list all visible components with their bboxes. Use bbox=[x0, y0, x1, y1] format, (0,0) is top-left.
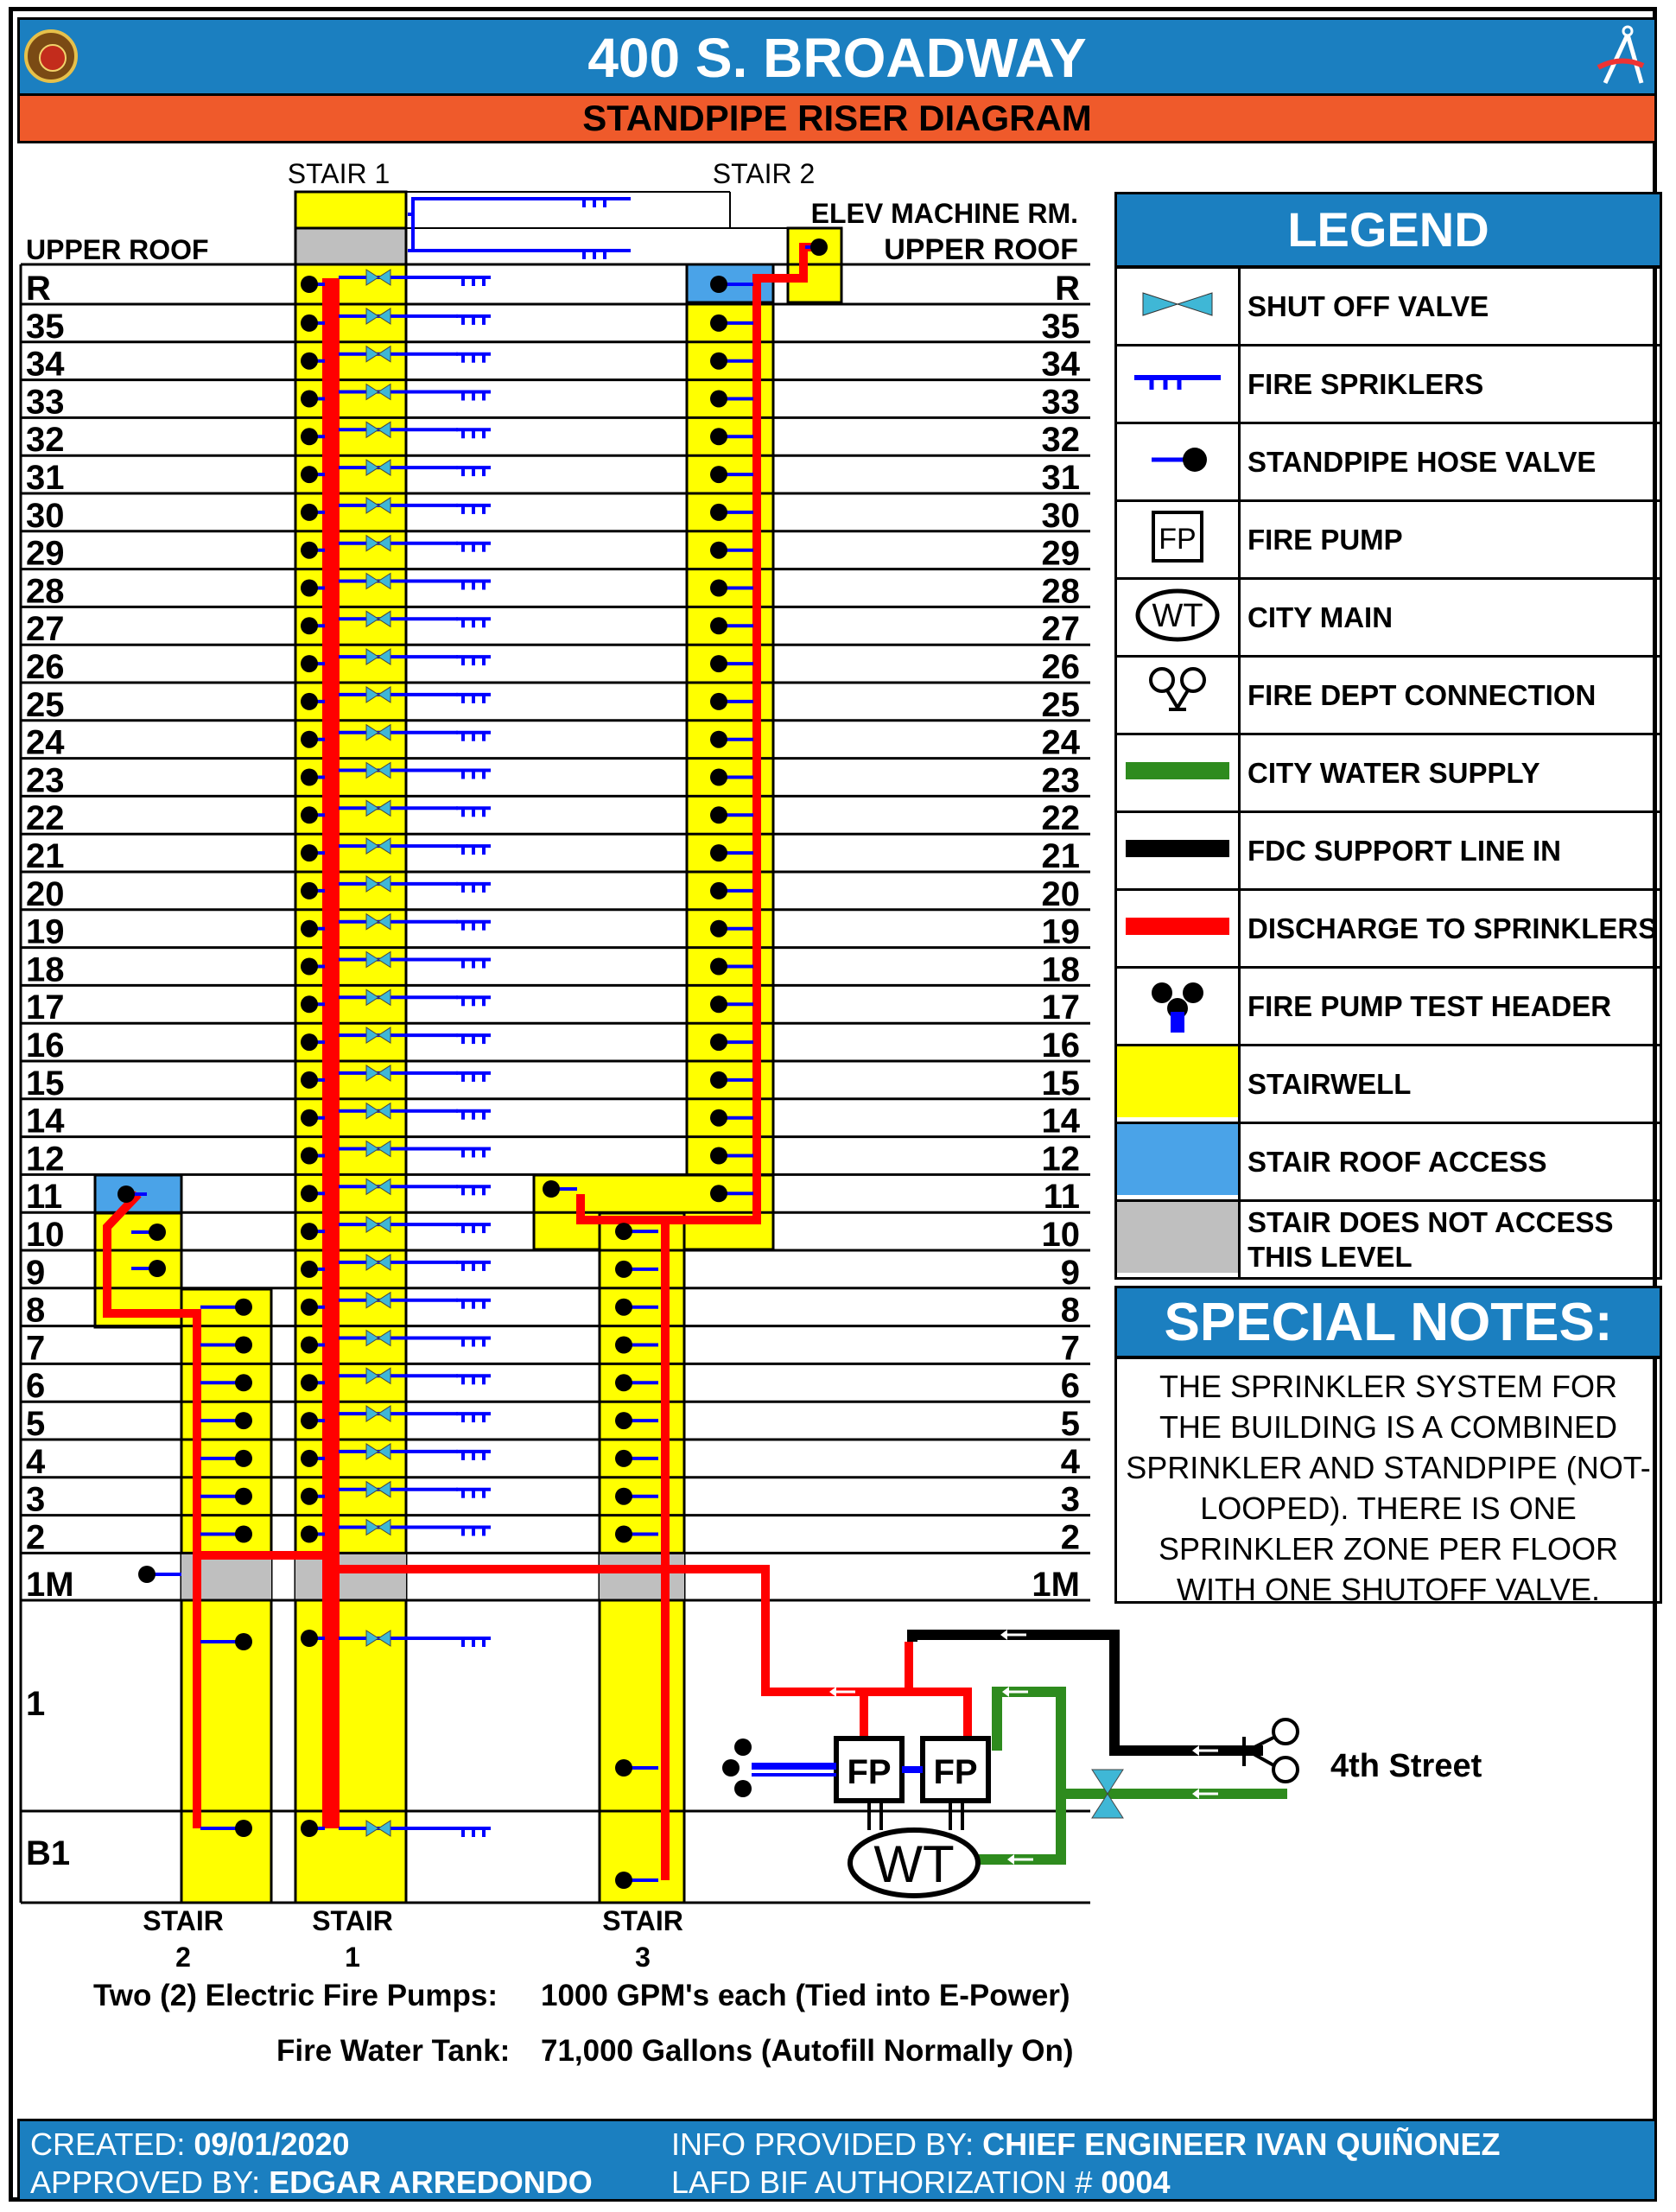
fire-dept-connection-icon bbox=[1273, 1758, 1298, 1782]
level-label-left: 12 bbox=[26, 1140, 65, 1179]
test-header-outlet bbox=[734, 1780, 752, 1797]
special-note-line: LOOPED). THERE IS ONE bbox=[1200, 1491, 1577, 1526]
level-label-left: 20 bbox=[26, 874, 65, 913]
pump-note-value: 1000 GPM's each (Tied into E-Power) bbox=[541, 1979, 1070, 2012]
standpipe-hose-valve-icon bbox=[301, 428, 318, 445]
legend-row bbox=[1116, 1123, 1661, 1201]
test-header-outlet bbox=[734, 1738, 752, 1756]
level-label-left: 2 bbox=[26, 1518, 46, 1557]
standpipe-hose-valve-icon bbox=[810, 238, 828, 256]
standpipe-hose-valve-icon bbox=[710, 1033, 727, 1051]
standpipe-hose-valve-icon bbox=[301, 655, 318, 672]
standpipe-hose-valve-icon bbox=[710, 391, 727, 408]
standpipe-hose-valve-icon bbox=[710, 844, 727, 861]
level-label-left: 23 bbox=[26, 761, 65, 800]
bottom-stair-number: 3 bbox=[635, 1942, 651, 1973]
standpipe-hose-valve-icon bbox=[301, 1109, 318, 1127]
special-note-line: THE SPRINKLER SYSTEM FOR bbox=[1159, 1369, 1618, 1404]
legend-table bbox=[1114, 266, 1662, 1280]
level-label-right: 15 bbox=[1041, 1064, 1080, 1103]
level-label-left: 27 bbox=[26, 610, 65, 649]
special-note-line: SPRINKLER AND STANDPIPE (NOT- bbox=[1126, 1450, 1651, 1485]
legend-title: LEGEND bbox=[1114, 192, 1662, 268]
standpipe-hose-valve-icon bbox=[1116, 423, 1240, 501]
legend-row bbox=[1116, 579, 1661, 657]
level-label-right: 11 bbox=[1043, 1178, 1080, 1217]
standpipe-hose-valve-icon bbox=[710, 882, 727, 899]
standpipe-hose-valve-icon bbox=[301, 1374, 318, 1391]
level-label-left: 31 bbox=[26, 459, 65, 497]
standpipe-hose-valve-icon bbox=[301, 882, 318, 899]
standpipe-hose-valve-icon bbox=[710, 1185, 727, 1202]
level-label-left: 18 bbox=[26, 950, 65, 989]
level-label-right: 29 bbox=[1041, 534, 1080, 573]
auth-value: 0004 bbox=[1101, 2164, 1171, 2200]
standpipe-hose-valve-icon bbox=[615, 1872, 632, 1889]
level-label-right: 14 bbox=[1041, 1102, 1080, 1141]
standpipe-hose-valve-icon bbox=[710, 617, 727, 634]
legend-label: STAIR DOES NOT ACCESS THIS LEVEL bbox=[1240, 1201, 1661, 1279]
standpipe-hose-valve-icon bbox=[301, 580, 318, 597]
stair3-1m-no-access bbox=[600, 1553, 684, 1600]
standpipe-hose-valve-icon bbox=[710, 1071, 727, 1089]
standpipe-hose-valve-icon bbox=[301, 1450, 318, 1467]
level-label-left: 5 bbox=[26, 1405, 46, 1443]
standpipe-hose-valve-icon bbox=[235, 1633, 252, 1650]
level-label-right: 25 bbox=[1041, 685, 1080, 724]
standpipe-hose-valve-icon bbox=[301, 769, 318, 786]
standpipe-hose-valve-icon bbox=[615, 1299, 632, 1316]
standpipe-hose-valve-icon bbox=[117, 1185, 135, 1203]
stair1-upper-roof-no-access bbox=[295, 228, 406, 264]
level-label-right: 19 bbox=[1041, 912, 1080, 951]
level-label-left: 19 bbox=[26, 912, 65, 951]
standpipe-hose-valve-icon bbox=[710, 731, 727, 748]
legend-row bbox=[1116, 968, 1661, 1046]
no-access-swatch-icon bbox=[1116, 1201, 1240, 1279]
level-label-left: 6 bbox=[26, 1367, 46, 1406]
level-label-left: 3 bbox=[26, 1480, 46, 1519]
legend-row bbox=[1116, 890, 1661, 968]
standpipe-hose-valve-icon bbox=[149, 1224, 166, 1241]
standpipe-hose-valve-icon bbox=[235, 1526, 252, 1543]
level-label-left: 35 bbox=[26, 307, 65, 346]
standpipe-hose-valve-icon bbox=[138, 1566, 156, 1583]
standpipe-hose-valve-icon bbox=[301, 958, 318, 976]
level-label-left: 8 bbox=[26, 1291, 46, 1330]
svg-text:WT: WT bbox=[1152, 598, 1203, 634]
fire-pump-label: FP bbox=[847, 1753, 892, 1791]
level-label-right: 30 bbox=[1041, 496, 1080, 535]
created-label: CREATED: bbox=[30, 2126, 194, 2162]
level-label-left: 15 bbox=[26, 1064, 65, 1103]
street-label: 4th Street bbox=[1330, 1748, 1482, 1784]
standpipe-hose-valve-icon bbox=[235, 1488, 252, 1505]
standpipe-hose-valve-icon bbox=[301, 1488, 318, 1505]
standpipe-hose-valve-icon bbox=[710, 504, 727, 521]
stair2-top-label: STAIR 2 bbox=[712, 158, 816, 189]
standpipe-hose-valve-icon bbox=[615, 1261, 632, 1278]
level-label-right: 1M bbox=[1032, 1566, 1080, 1604]
level-label-right: 20 bbox=[1041, 874, 1080, 913]
standpipe-hose-valve-icon bbox=[301, 806, 318, 823]
standpipe-hose-valve-icon bbox=[301, 920, 318, 938]
standpipe-hose-valve-icon bbox=[301, 1185, 318, 1202]
test-header-outlet bbox=[722, 1759, 740, 1777]
standpipe-hose-valve-icon bbox=[710, 920, 727, 938]
standpipe-hose-valve-icon bbox=[235, 1337, 252, 1354]
level-label-right: 2 bbox=[1060, 1518, 1080, 1557]
legend-row bbox=[1116, 734, 1661, 812]
level-label-right: 8 bbox=[1060, 1291, 1080, 1330]
level-label-right: 34 bbox=[1041, 345, 1080, 384]
level-label-right: 18 bbox=[1041, 950, 1080, 989]
standpipe-hose-valve-icon bbox=[301, 315, 318, 332]
legend-label: STAIRWELL bbox=[1240, 1046, 1661, 1123]
standpipe-hose-valve-icon bbox=[543, 1180, 560, 1198]
level-label-right: 10 bbox=[1041, 1216, 1080, 1254]
page-subtitle: STANDPIPE RISER DIAGRAM bbox=[17, 93, 1657, 143]
level-label-right: 26 bbox=[1041, 648, 1080, 686]
upper-roof-right-label: UPPER ROOF bbox=[884, 233, 1078, 266]
info-value: CHIEF ENGINEER IVAN QUIÑONEZ bbox=[982, 2126, 1501, 2162]
level-label-left: 24 bbox=[26, 723, 65, 762]
level-label-right: 6 bbox=[1060, 1367, 1080, 1406]
city-main-icon bbox=[1116, 579, 1240, 657]
level-label-left: 7 bbox=[26, 1329, 46, 1368]
legend-row bbox=[1116, 268, 1661, 346]
standpipe-hose-valve-icon bbox=[710, 542, 727, 559]
standpipe-hose-valve-icon bbox=[710, 315, 727, 332]
standpipe-hose-valve-icon bbox=[301, 1147, 318, 1165]
legend-label: FIRE PUMP TEST HEADER bbox=[1240, 968, 1661, 1046]
standpipe-hose-valve-icon bbox=[710, 580, 727, 597]
standpipe-hose-valve-icon bbox=[235, 1820, 252, 1837]
level-label-left: 28 bbox=[26, 572, 65, 611]
level-label-left: 34 bbox=[26, 345, 65, 384]
test-header-icon bbox=[1116, 968, 1240, 1046]
level-label-right: 12 bbox=[1041, 1140, 1080, 1179]
bottom-stair-label: STAIR bbox=[602, 1905, 683, 1936]
fire-pump-label: FP bbox=[933, 1753, 978, 1791]
legend-row bbox=[1116, 812, 1661, 890]
fire-sprinkler-icon bbox=[1116, 346, 1240, 423]
level-label-left: 1 bbox=[26, 1685, 46, 1723]
standpipe-hose-valve-icon bbox=[615, 1759, 632, 1777]
standpipe-hose-valve-icon bbox=[710, 769, 727, 786]
level-label-left: 16 bbox=[26, 1027, 65, 1065]
legend-row bbox=[1116, 423, 1661, 501]
standpipe-hose-valve-icon bbox=[301, 1337, 318, 1354]
level-label-left: 17 bbox=[26, 988, 65, 1027]
standpipe-hose-valve-icon bbox=[710, 276, 727, 293]
standpipe-hose-valve-icon bbox=[301, 1299, 318, 1316]
standpipe-hose-valve-icon bbox=[710, 353, 727, 370]
level-label-left: 4 bbox=[26, 1442, 46, 1481]
level-label-right: 27 bbox=[1041, 610, 1080, 649]
standpipe-hose-valve-icon bbox=[710, 655, 727, 672]
level-label-right: 21 bbox=[1041, 837, 1080, 875]
special-note-line: WITH ONE SHUTOFF VALVE. bbox=[1176, 1572, 1601, 1607]
level-label-right: 4 bbox=[1060, 1442, 1080, 1481]
level-label-right: 3 bbox=[1060, 1480, 1080, 1519]
standpipe-hose-valve-icon bbox=[301, 617, 318, 634]
level-label-right: 24 bbox=[1041, 723, 1080, 762]
standpipe-hose-valve-icon bbox=[301, 1630, 318, 1647]
sprinkler-branch-line bbox=[408, 199, 631, 214]
standpipe-hose-valve-icon bbox=[149, 1260, 166, 1277]
approved-label: APPROVED BY: bbox=[30, 2164, 270, 2200]
special-note-line: THE BUILDING IS A COMBINED bbox=[1159, 1409, 1618, 1445]
standpipe-hose-valve-icon bbox=[301, 731, 318, 748]
legend-row bbox=[1116, 1201, 1661, 1279]
elev-machine-room-label: ELEV MACHINE RM. bbox=[810, 198, 1078, 229]
tank-note-value: 71,000 Gallons (Autofill Normally On) bbox=[541, 2034, 1074, 2068]
standpipe-hose-valve-icon bbox=[301, 995, 318, 1013]
standpipe-hose-valve-icon bbox=[301, 1526, 318, 1543]
level-label-right: 22 bbox=[1041, 799, 1080, 838]
legend-row bbox=[1116, 346, 1661, 423]
fire-dept-connection-icon bbox=[1116, 657, 1240, 734]
standpipe-hose-valve-icon bbox=[301, 1412, 318, 1429]
standpipe-hose-valve-icon bbox=[615, 1374, 632, 1391]
standpipe-hose-valve-icon bbox=[615, 1223, 632, 1240]
approved-value: EDGAR ARREDONDO bbox=[269, 2164, 593, 2200]
standpipe-hose-valve-icon bbox=[710, 1147, 727, 1165]
fire-dept-connection-icon bbox=[1273, 1719, 1298, 1744]
upper-roof-left-label: UPPER ROOF bbox=[26, 234, 209, 265]
tank-label: WT bbox=[873, 1835, 955, 1893]
stairwell-swatch-icon bbox=[1116, 1046, 1240, 1123]
legend-label: FIRE SPRIKLERS bbox=[1240, 346, 1661, 423]
special-notes-body bbox=[1114, 1357, 1662, 1607]
standpipe-hose-valve-icon bbox=[710, 693, 727, 710]
level-label-left: 30 bbox=[26, 496, 65, 535]
standpipe-hose-valve-icon bbox=[301, 1223, 318, 1240]
level-label-left: 1M bbox=[26, 1566, 74, 1604]
bottom-stair-number: 2 bbox=[175, 1942, 191, 1973]
discharge-line-icon bbox=[1116, 890, 1240, 968]
tank-note-label: Fire Water Tank: bbox=[276, 2034, 511, 2068]
svg-text:FP: FP bbox=[1159, 523, 1197, 556]
standpipe-hose-valve-icon bbox=[301, 276, 318, 293]
level-label-right: 5 bbox=[1060, 1405, 1080, 1443]
info-label: INFO PROVIDED BY: bbox=[671, 2126, 983, 2162]
standpipe-hose-valve-icon bbox=[710, 806, 727, 823]
standpipe-hose-valve-icon bbox=[301, 1820, 318, 1837]
legend-row bbox=[1116, 501, 1661, 579]
stair-shafts bbox=[95, 192, 841, 1903]
standpipe-hose-valve-icon bbox=[235, 1299, 252, 1316]
level-label-left: B1 bbox=[26, 1834, 71, 1872]
legend-label: STAIR ROOF ACCESS bbox=[1240, 1123, 1661, 1201]
level-label-right: 7 bbox=[1060, 1329, 1080, 1368]
level-label-right: 23 bbox=[1041, 761, 1080, 800]
standpipe-hose-valve-icon bbox=[615, 1412, 632, 1429]
level-label-left: 32 bbox=[26, 421, 65, 460]
special-note-line: SPRINKLER ZONE PER FLOOR bbox=[1158, 1531, 1619, 1567]
created-value: 09/01/2020 bbox=[194, 2126, 350, 2162]
standpipe-hose-valve-icon bbox=[301, 1033, 318, 1051]
bottom-stair-label: STAIR bbox=[312, 1905, 393, 1936]
standpipe-hose-valve-icon bbox=[710, 995, 727, 1013]
level-label-right: R bbox=[1055, 270, 1080, 308]
legend-label: CITY MAIN bbox=[1240, 579, 1661, 657]
stair1-top-block bbox=[295, 192, 406, 228]
legend-row bbox=[1116, 657, 1661, 734]
page-title: 400 S. BROADWAY bbox=[17, 17, 1657, 99]
standpipe-hose-valve-icon bbox=[301, 466, 318, 483]
legend-row bbox=[1116, 1046, 1661, 1123]
standpipe-hose-valve-icon bbox=[301, 504, 318, 521]
level-label-right: 35 bbox=[1041, 307, 1080, 346]
fire-pump-icon bbox=[1116, 501, 1240, 579]
standpipe-hose-valve-icon bbox=[710, 1109, 727, 1127]
auth-label: LAFD BIF AUTHORIZATION # bbox=[671, 2164, 1101, 2200]
shut-off-valve-icon bbox=[1116, 268, 1240, 346]
footer bbox=[17, 2119, 1657, 2202]
legend-label: FIRE PUMP bbox=[1240, 501, 1661, 579]
standpipe-hose-valve-icon bbox=[301, 542, 318, 559]
level-label-left: 10 bbox=[26, 1216, 65, 1254]
level-label-right: 31 bbox=[1041, 459, 1080, 497]
level-label-left: 25 bbox=[26, 685, 65, 724]
bottom-stair-label: STAIR bbox=[143, 1905, 224, 1936]
standpipe-hose-valve-icon bbox=[615, 1526, 632, 1543]
fdc-support-line-icon bbox=[1116, 812, 1240, 890]
standpipe-hose-valve-icon bbox=[615, 1488, 632, 1505]
level-label-left: 33 bbox=[26, 383, 65, 422]
special-notes-title: SPECIAL NOTES: bbox=[1114, 1286, 1662, 1358]
legend-label: STANDPIPE HOSE VALVE bbox=[1240, 423, 1661, 501]
legend-label: FDC SUPPORT LINE IN bbox=[1240, 812, 1661, 890]
pump-room bbox=[722, 1630, 1482, 1896]
level-label-left: 21 bbox=[26, 837, 65, 875]
standpipe-hose-valve-icon bbox=[301, 1261, 318, 1278]
legend-label: DISCHARGE TO SPRINKLERS bbox=[1240, 890, 1661, 968]
level-label-right: 16 bbox=[1041, 1027, 1080, 1065]
standpipe-hose-valve-icon bbox=[235, 1412, 252, 1429]
city-water-to-tank bbox=[968, 1794, 1061, 1859]
level-label-left: 11 bbox=[26, 1178, 63, 1217]
level-label-right: 28 bbox=[1041, 572, 1080, 611]
level-label-right: 32 bbox=[1041, 421, 1080, 460]
pump-note-label: Two (2) Electric Fire Pumps: bbox=[93, 1979, 498, 2012]
standpipe-hose-valve-icon bbox=[615, 1337, 632, 1354]
level-label-left: 9 bbox=[26, 1253, 46, 1292]
legend-label: CITY WATER SUPPLY bbox=[1240, 734, 1661, 812]
standpipe-hose-valve-icon bbox=[710, 466, 727, 483]
standpipe-hose-valve-icon bbox=[235, 1450, 252, 1467]
standpipe-hose-valve-icon bbox=[301, 844, 318, 861]
standpipe-hose-valve-icon bbox=[615, 1450, 632, 1467]
level-label-right: 17 bbox=[1041, 988, 1080, 1027]
level-label-left: 29 bbox=[26, 534, 65, 573]
bottom-stair-number: 1 bbox=[345, 1942, 360, 1973]
level-label-left: 22 bbox=[26, 799, 65, 838]
standpipe-hose-valve-icon bbox=[301, 693, 318, 710]
stair-roof-access-swatch-icon bbox=[1116, 1123, 1240, 1201]
stair1-1m-no-access bbox=[295, 1553, 406, 1600]
level-label-right: 9 bbox=[1060, 1253, 1080, 1292]
standpipe-hose-valve-icon bbox=[301, 391, 318, 408]
legend-label: SHUT OFF VALVE bbox=[1240, 268, 1661, 346]
level-label-left: R bbox=[26, 270, 51, 308]
stair1-top-label: STAIR 1 bbox=[287, 158, 390, 189]
standpipe-hose-valve-icon bbox=[710, 958, 727, 976]
standpipe-hose-valve-icon bbox=[301, 1071, 318, 1089]
level-label-left: 26 bbox=[26, 648, 65, 686]
standpipe-hose-valve-icon bbox=[235, 1374, 252, 1391]
legend-label: FIRE DEPT CONNECTION bbox=[1240, 657, 1661, 734]
level-label-left: 14 bbox=[26, 1102, 65, 1141]
standpipe-hose-valve-icon bbox=[301, 353, 318, 370]
standpipe-hose-valve-icon bbox=[710, 428, 727, 445]
city-water-supply-line-icon bbox=[1116, 734, 1240, 812]
level-label-right: 33 bbox=[1041, 383, 1080, 422]
